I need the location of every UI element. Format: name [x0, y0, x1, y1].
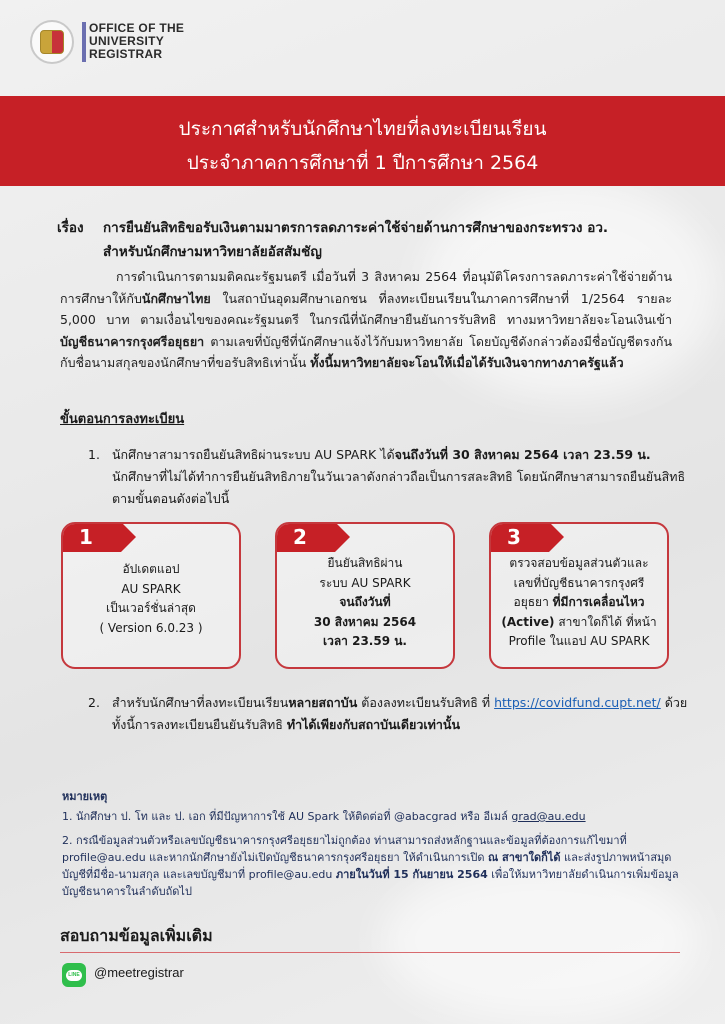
procedure-title: ขั้นตอนการลงทะเบียน	[60, 412, 185, 427]
item-text: นักศึกษาสามารถยืนยันสิทธิผ่านระบบ AU SPARK ได้	[112, 447, 395, 462]
page-header	[0, 0, 725, 95]
step-text: AU SPARK	[121, 581, 181, 596]
step-text: สาขาใดก็ได้ ที่หน้า	[554, 614, 657, 629]
item-bold: หลายสถาบัน	[288, 695, 358, 710]
note-bold: ณ สาขาใดก็ได้	[488, 851, 561, 864]
step-number-tag: 2	[275, 522, 335, 552]
contact-title: สอบถามข้อมูลเพิ่มเติม	[60, 926, 213, 945]
step-deadline: เวลา 23.59 น.	[322, 634, 407, 648]
step-deadline: 30 สิงหาคม 2564	[313, 614, 417, 629]
intro-bold-1: นักศึกษาไทย	[141, 290, 211, 306]
logo-strip	[82, 22, 86, 62]
crest-icon	[40, 30, 64, 54]
step-text: อยุธยา	[513, 595, 553, 609]
step-card-1	[61, 522, 241, 669]
step-version: ( Version 6.0.23 )	[99, 620, 203, 635]
procedure-item-2	[88, 692, 698, 736]
intro-bold-3: ทั้งนี้มหาวิทยาลัยจะโอนให้เมื่อได้รับเงินจากทางภาครัฐแล้ว	[310, 355, 624, 370]
step-text: Profile ในแอป AU SPARK	[508, 634, 650, 648]
item-deadline: จนถึงวันที่ 30 สิงหาคม 2564 เวลา 23.59 น.	[394, 447, 651, 462]
step-bold: (Active)	[501, 614, 555, 629]
logo-line-2: UNIVERSITY	[89, 34, 165, 48]
intro-bold-2: บัญชีธนาคารกรุงศรีอยุธยา	[60, 333, 205, 349]
office-registrar-logo	[82, 22, 184, 62]
step-card-3	[489, 522, 669, 669]
line-handle[interactable]: @meetregistrar	[94, 965, 184, 980]
procedure-item-1	[88, 444, 688, 510]
divider	[60, 952, 680, 953]
line-bubble-icon: LINE	[66, 970, 82, 981]
step-number-tag: 1	[61, 522, 121, 552]
note-text: 2. กรณีข้อมูลส่วนตัวหรือเลขบัญชีธนาคารกรุงศรีอยุธยาไม่ถูกต้อง ท่านสามารถส่งหลักฐานและข้อมูลที่ต้องการแก้ไขมาที่ profile@au.edu และหากนักศึกษายังไม่เปิดบัญชีธนาคารกรุงศรีอยุธยา ให้ดำเนินการเปิด	[62, 834, 627, 864]
item-number: 1.	[88, 447, 100, 462]
grad-email-link[interactable]: grad@au.edu	[511, 810, 586, 823]
item-text: ต้องลงทะเบียนรับสิทธิ ที่	[357, 695, 495, 710]
banner-title-line-2: ประจำภาคการศึกษาที่ 1 ปีการศึกษา 2564	[186, 152, 539, 174]
step-bold: ที่มีการเคลื่อนไหว	[552, 595, 645, 609]
subject-line-2: สำหรับนักศึกษามหาวิทยาลัยอัสสัมชัญ	[103, 244, 322, 260]
note-2	[62, 832, 682, 900]
step-deadline: จนถึงวันที่	[339, 595, 391, 609]
intro-paragraph	[60, 266, 672, 374]
item-text-2: นักศึกษาที่ไม่ได้ทำการยืนยันสิทธิภายในวันเวลาดังกล่าวถือเป็นการสละสิทธิ โดยนักศึกษาสามารถยืนยันสิทธิตามขั้นตอนดังต่อไปนี้	[112, 469, 686, 506]
step-text: ตรวจสอบข้อมูลส่วนตัวและ	[509, 556, 649, 570]
item-number: 2.	[88, 695, 100, 710]
step-text: อัปเดตแอป	[122, 562, 180, 576]
step-number-tag: 3	[489, 522, 549, 552]
note-text: 1. นักศึกษา ป. โท และ ป. เอก ที่มีปัญหาการใช้ AU Spark ให้ติดต่อที่ @abacgrad หรือ อีเมล์	[62, 810, 512, 823]
item-text: สำหรับนักศึกษาที่ลงทะเบียนเรียน	[112, 695, 289, 710]
item-text: ด้วย ทั้งนี้การลงทะเบียนยืนยันรับสิทธิ	[112, 695, 688, 732]
step-text: ยืนยันสิทธิผ่าน	[327, 556, 403, 570]
note-text: เพื่อให้มหาวิทยาลัยดำเนินการเพิ่มข้อมูลบัญชีธนาคารในลำดับถัดไป	[62, 868, 679, 898]
banner-title-line-1: ประกาศสำหรับนักศึกษาไทยที่ลงทะเบียนเรียน	[178, 118, 547, 140]
intro-text-2: ในสถาบันอุดมศึกษาเอกชน ที่ลงทะเบียนเรียนในภาคการศึกษาที่ 1/2564 รายละ 5,000 บาท ตามเงื่อนไขของคณะรัฐมนตรี ในกรณีที่นักศึกษายืนยันการรับสิทธิ ทางมหาวิทยาลัยจะโอนเงินเข้า	[60, 290, 672, 327]
title-banner	[0, 96, 725, 186]
covidfund-link[interactable]: https://covidfund.cupt.net/	[494, 695, 661, 710]
logo-line-1: OFFICE OF THE	[89, 21, 185, 35]
logo-line-3: REGISTRAR	[89, 47, 163, 61]
intro-text-3: ตามเลขที่บัญชีที่นักศึกษาแจ้งไว้กับมหาวิทยาลัย โดยบัญชีดังกล่าวต้องมีชื่อบัญชีตรงกันกับชื่อนามสกุลของนักศึกษาที่ขอรับสิทธิเท่านั้น	[60, 333, 672, 370]
note-1	[62, 808, 682, 826]
step-text: เลขที่บัญชีธนาคารกรุงศรี	[513, 575, 645, 590]
university-seal-logo	[30, 20, 74, 64]
note-text: และส่งรูปภาพหน้าสมุดบัญชีที่มีชื่อ-นามสกุล และเลขบัญชีมาที่ profile@au.edu	[62, 851, 672, 881]
notes-title: หมายเหตุ	[62, 790, 108, 803]
line-app-icon	[62, 963, 86, 987]
step-text: เป็นเวอร์ชั่นล่าสุด	[106, 601, 196, 615]
note-deadline: ภายในวันที่ 15 กันยายน 2564	[335, 868, 488, 881]
subject-line-1: การยืนยันสิทธิขอรับเงินตามมาตรการลดภาระค่าใช้จ่ายด้านการศึกษาของกระทรวง อว.	[103, 220, 609, 236]
step-text: ระบบ AU SPARK	[319, 575, 411, 590]
item-bold: ทำได้เพียงกับสถาบันเดียวเท่านั้น	[286, 717, 461, 732]
intro-text-1: การดำเนินการตามมติคณะรัฐมนตรี เมื่อวันที่ 3 สิงหาคม 2564 ที่อนุมัติโครงการลดภาระค่าใช้จ่ายด้านการศึกษาให้กับ	[60, 269, 672, 306]
subject-label: เรื่อง	[57, 220, 84, 236]
step-card-2	[275, 522, 455, 669]
